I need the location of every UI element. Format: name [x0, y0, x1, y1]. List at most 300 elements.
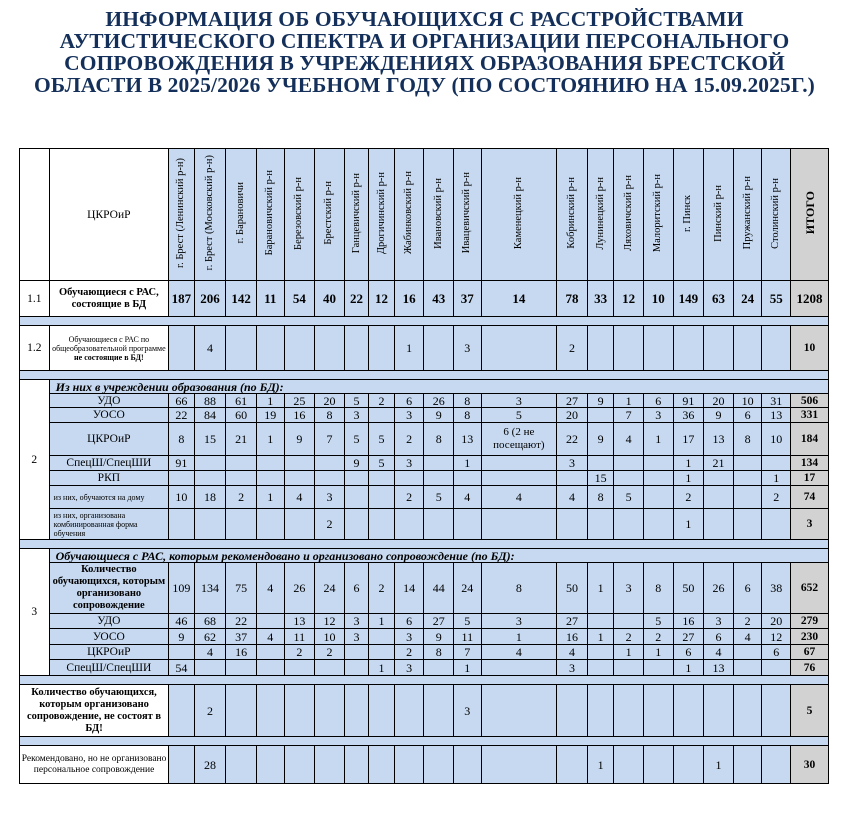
value-cell — [369, 746, 395, 784]
value-cell: 5 — [424, 486, 454, 509]
value-cell — [673, 685, 704, 737]
value-cell: 20 — [704, 394, 734, 408]
total-cell: 76 — [791, 660, 829, 676]
value-cell — [454, 509, 482, 540]
value-cell: 28 — [194, 746, 226, 784]
header-district — [454, 149, 482, 281]
value-cell: 24 — [733, 281, 762, 317]
value-cell — [643, 326, 673, 371]
value-cell: 1 — [673, 660, 704, 676]
value-cell: 3 — [704, 614, 734, 629]
value-cell: 109 — [169, 563, 195, 614]
value-cell: 16 — [394, 281, 424, 317]
value-cell: 3 — [614, 563, 644, 614]
header-district — [673, 149, 704, 281]
value-cell: 26 — [704, 563, 734, 614]
row-index: 2 — [20, 380, 50, 540]
value-cell: 24 — [315, 563, 345, 614]
value-cell: 27 — [673, 629, 704, 645]
value-cell — [169, 509, 195, 540]
value-cell — [733, 326, 762, 371]
row-label: Количество обучающихся, которым организовано сопровождение, не состоят в БД! — [20, 685, 169, 737]
value-cell — [394, 471, 424, 486]
value-cell — [614, 746, 644, 784]
value-cell: 40 — [315, 281, 345, 317]
value-cell: 1 — [481, 629, 557, 645]
value-cell: 8 — [481, 563, 557, 614]
value-cell: 8 — [643, 563, 673, 614]
value-cell: 14 — [394, 563, 424, 614]
value-cell — [704, 326, 734, 371]
value-cell: 3 — [557, 660, 588, 676]
row-label: РКП — [49, 471, 169, 486]
value-cell — [369, 471, 395, 486]
value-cell: 9 — [424, 629, 454, 645]
value-cell — [587, 614, 614, 629]
district-name: Березовский р-н — [293, 176, 305, 250]
value-cell: 1 — [369, 660, 395, 676]
row-label-part: Обучающиеся с РАС по общеобразовательной программе — [52, 334, 166, 353]
row-label: из них, организована комбинированная форма обучения — [49, 509, 169, 540]
value-cell: 3 — [454, 685, 482, 737]
value-cell — [643, 509, 673, 540]
total-cell: 184 — [791, 423, 829, 456]
value-cell: 3 — [315, 486, 345, 509]
header-district — [284, 149, 315, 281]
value-cell: 13 — [454, 423, 482, 456]
value-cell — [704, 685, 734, 737]
value-cell — [733, 456, 762, 471]
section-heading: Из них в учреждении образования (по БД): — [49, 380, 828, 394]
value-cell — [256, 326, 284, 371]
total-cell: 230 — [791, 629, 829, 645]
value-cell: 2 — [369, 563, 395, 614]
value-cell: 26 — [424, 394, 454, 408]
value-cell — [169, 645, 195, 660]
value-cell: 7 — [614, 408, 644, 423]
value-cell: 3 — [394, 629, 424, 645]
value-cell — [344, 509, 369, 540]
value-cell: 3 — [394, 660, 424, 676]
value-cell — [369, 509, 395, 540]
header-district — [194, 149, 226, 281]
value-cell: 8 — [424, 645, 454, 660]
row-label: СпецШ/СпецШИ — [49, 660, 169, 676]
value-cell — [424, 746, 454, 784]
value-cell — [315, 660, 345, 676]
value-cell: 60 — [226, 408, 257, 423]
district-name: Дрогичинский р-н — [375, 171, 387, 255]
header-district — [704, 149, 734, 281]
value-cell: 9 — [424, 408, 454, 423]
value-cell: 2 — [194, 685, 226, 737]
value-cell: 10 — [643, 281, 673, 317]
value-cell: 2 — [284, 645, 315, 660]
value-cell: 6 — [704, 629, 734, 645]
value-cell: 1 — [643, 645, 673, 660]
value-cell — [733, 509, 762, 540]
value-cell: 7 — [454, 645, 482, 660]
row-label: Обучающиеся с РАС, состоящие в БД — [49, 281, 169, 317]
header-district — [481, 149, 557, 281]
total-cell: 331 — [791, 408, 829, 423]
value-cell: 4 — [704, 645, 734, 660]
value-cell — [587, 645, 614, 660]
value-cell — [369, 326, 395, 371]
value-cell: 26 — [284, 563, 315, 614]
value-cell: 6 — [762, 645, 791, 660]
value-cell: 1 — [454, 456, 482, 471]
value-cell: 4 — [481, 645, 557, 660]
value-cell: 91 — [169, 456, 195, 471]
value-cell — [284, 660, 315, 676]
value-cell: 4 — [733, 629, 762, 645]
value-cell: 2 — [733, 614, 762, 629]
value-cell: 9 — [169, 629, 195, 645]
total-cell: 10 — [791, 326, 829, 371]
district-name: Ганцевичский р-н — [350, 172, 362, 254]
value-cell — [315, 746, 345, 784]
value-cell — [587, 326, 614, 371]
value-cell — [194, 456, 226, 471]
value-cell: 142 — [226, 281, 257, 317]
value-cell: 10 — [733, 394, 762, 408]
value-cell: 12 — [762, 629, 791, 645]
value-cell: 1 — [256, 394, 284, 408]
value-cell: 38 — [762, 563, 791, 614]
value-cell — [424, 326, 454, 371]
value-cell — [704, 509, 734, 540]
value-cell: 4 — [557, 486, 588, 509]
separator-row — [20, 371, 829, 380]
value-cell — [256, 509, 284, 540]
value-cell: 1 — [704, 746, 734, 784]
value-cell: 2 — [614, 629, 644, 645]
total-cell: 1208 — [791, 281, 829, 317]
total-cell: 74 — [791, 486, 829, 509]
header-district — [315, 149, 345, 281]
value-cell: 1 — [643, 423, 673, 456]
value-cell: 6 — [344, 563, 369, 614]
value-cell — [733, 486, 762, 509]
total-cell: 3 — [791, 509, 829, 540]
value-cell: 27 — [424, 614, 454, 629]
value-cell: 3 — [481, 614, 557, 629]
district-name: г. Барановичи — [235, 182, 247, 244]
value-cell — [256, 660, 284, 676]
value-cell — [643, 746, 673, 784]
value-cell — [733, 746, 762, 784]
value-cell: 149 — [673, 281, 704, 317]
value-cell: 22 — [557, 423, 588, 456]
value-cell: 1 — [256, 486, 284, 509]
total-cell: 134 — [791, 456, 829, 471]
value-cell: 10 — [169, 486, 195, 509]
value-cell — [614, 326, 644, 371]
value-cell: 36 — [673, 408, 704, 423]
value-cell — [169, 326, 195, 371]
value-cell: 6 — [733, 408, 762, 423]
district-name: Пинский р-н — [712, 184, 724, 242]
value-cell: 9 — [284, 423, 315, 456]
value-cell — [762, 685, 791, 737]
value-cell — [762, 746, 791, 784]
value-cell: 15 — [194, 423, 226, 456]
value-cell — [424, 660, 454, 676]
value-cell: 61 — [226, 394, 257, 408]
value-cell: 13 — [704, 660, 734, 676]
value-cell: 187 — [169, 281, 195, 317]
value-cell: 21 — [226, 423, 257, 456]
value-cell — [194, 509, 226, 540]
total-cell: 17 — [791, 471, 829, 486]
row-label: ЦКРОиР — [49, 423, 169, 456]
value-cell: 6 — [733, 563, 762, 614]
value-cell: 2 — [226, 486, 257, 509]
value-cell: 3 — [344, 614, 369, 629]
value-cell — [344, 326, 369, 371]
value-cell: 31 — [762, 394, 791, 408]
value-cell: 24 — [454, 563, 482, 614]
value-cell: 2 — [394, 645, 424, 660]
value-cell: 44 — [424, 563, 454, 614]
value-cell: 4 — [256, 629, 284, 645]
district-name: Малоритский р-н — [652, 173, 664, 253]
value-cell: 4 — [194, 326, 226, 371]
value-cell: 8 — [733, 423, 762, 456]
value-cell: 13 — [284, 614, 315, 629]
header-district — [226, 149, 257, 281]
value-cell: 12 — [369, 281, 395, 317]
value-cell — [284, 471, 315, 486]
value-cell: 1 — [394, 326, 424, 371]
total-cell: 30 — [791, 746, 829, 784]
value-cell — [454, 746, 482, 784]
value-cell: 4 — [481, 486, 557, 509]
value-cell — [762, 509, 791, 540]
value-cell — [226, 509, 257, 540]
value-cell: 8 — [424, 423, 454, 456]
value-cell: 2 — [762, 486, 791, 509]
value-cell — [369, 486, 395, 509]
value-cell — [284, 456, 315, 471]
value-cell — [194, 660, 226, 676]
value-cell: 13 — [704, 423, 734, 456]
district-name: Ивановский р-н — [432, 177, 444, 249]
value-cell — [284, 685, 315, 737]
value-cell: 9 — [587, 423, 614, 456]
value-cell: 1 — [614, 645, 644, 660]
value-cell — [704, 486, 734, 509]
value-cell — [315, 471, 345, 486]
district-name: Кобринский р-н — [565, 177, 577, 249]
header-district — [344, 149, 369, 281]
value-cell: 22 — [344, 281, 369, 317]
value-cell: 8 — [169, 423, 195, 456]
value-cell: 37 — [226, 629, 257, 645]
value-cell: 12 — [614, 281, 644, 317]
value-cell — [454, 471, 482, 486]
value-cell — [369, 645, 395, 660]
row-index: 1.2 — [20, 326, 50, 371]
value-cell: 1 — [673, 456, 704, 471]
value-cell: 19 — [256, 408, 284, 423]
value-cell — [733, 685, 762, 737]
district-name: Жабинковский р-н — [403, 171, 415, 255]
value-cell — [256, 614, 284, 629]
value-cell: 3 — [344, 408, 369, 423]
value-cell: 20 — [315, 394, 345, 408]
value-cell: 8 — [315, 408, 345, 423]
value-cell: 12 — [315, 614, 345, 629]
value-cell: 55 — [762, 281, 791, 317]
value-cell — [481, 456, 557, 471]
value-cell: 1 — [587, 563, 614, 614]
value-cell: 22 — [169, 408, 195, 423]
value-cell — [557, 685, 588, 737]
value-cell — [481, 471, 557, 486]
value-cell — [169, 746, 195, 784]
row-label: ЦКРОиР — [49, 645, 169, 660]
value-cell: 8 — [454, 394, 482, 408]
row-label — [49, 326, 169, 371]
value-cell: 46 — [169, 614, 195, 629]
value-cell: 3 — [643, 408, 673, 423]
value-cell: 5 — [643, 614, 673, 629]
value-cell — [614, 509, 644, 540]
district-name: Столинский р-н — [770, 177, 782, 249]
value-cell: 2 — [673, 486, 704, 509]
value-cell — [733, 660, 762, 676]
value-cell — [256, 645, 284, 660]
district-name: Каменецкий р-н — [512, 176, 524, 250]
separator-row — [20, 317, 829, 326]
value-cell — [643, 471, 673, 486]
value-cell — [315, 326, 345, 371]
separator-row — [20, 737, 829, 746]
value-cell — [557, 509, 588, 540]
value-cell — [762, 456, 791, 471]
value-cell — [344, 660, 369, 676]
value-cell — [673, 326, 704, 371]
value-cell — [614, 471, 644, 486]
value-cell: 2 — [557, 326, 588, 371]
value-cell: 4 — [284, 486, 315, 509]
header-org: ЦКРОиР — [49, 149, 169, 281]
value-cell: 37 — [454, 281, 482, 317]
value-cell — [481, 509, 557, 540]
header-district — [614, 149, 644, 281]
value-cell: 3 — [394, 456, 424, 471]
value-cell: 14 — [481, 281, 557, 317]
value-cell — [587, 660, 614, 676]
row-label: Рекомендовано, но не организовано персональное сопровождение — [20, 746, 169, 784]
row-label: УДО — [49, 614, 169, 629]
header-district — [587, 149, 614, 281]
district-name: Пружанский р-н — [741, 176, 753, 250]
value-cell: 91 — [673, 394, 704, 408]
header-district — [256, 149, 284, 281]
value-cell — [315, 456, 345, 471]
value-cell: 9 — [704, 408, 734, 423]
value-cell — [643, 456, 673, 471]
value-cell: 4 — [256, 563, 284, 614]
value-cell: 10 — [762, 423, 791, 456]
value-cell — [762, 660, 791, 676]
header-district — [369, 149, 395, 281]
value-cell — [226, 685, 257, 737]
total-label: ИТОГО — [802, 191, 817, 235]
value-cell: 16 — [226, 645, 257, 660]
value-cell: 5 — [614, 486, 644, 509]
total-cell: 5 — [791, 685, 829, 737]
value-cell — [344, 486, 369, 509]
value-cell — [643, 660, 673, 676]
total-cell: 652 — [791, 563, 829, 614]
value-cell — [369, 629, 395, 645]
value-cell: 78 — [557, 281, 588, 317]
value-cell: 2 — [643, 629, 673, 645]
value-cell — [226, 746, 257, 784]
value-cell: 1 — [673, 509, 704, 540]
value-cell: 43 — [424, 281, 454, 317]
value-cell: 16 — [557, 629, 588, 645]
value-cell: 2 — [394, 423, 424, 456]
value-cell — [614, 456, 644, 471]
value-cell: 5 — [454, 614, 482, 629]
value-cell — [226, 326, 257, 371]
value-cell — [226, 660, 257, 676]
value-cell — [369, 408, 395, 423]
value-cell: 33 — [587, 281, 614, 317]
value-cell — [344, 645, 369, 660]
value-cell — [284, 326, 315, 371]
value-cell — [673, 746, 704, 784]
value-cell — [424, 685, 454, 737]
value-cell: 68 — [194, 614, 226, 629]
value-cell: 75 — [226, 563, 257, 614]
value-cell: 6 — [643, 394, 673, 408]
value-cell — [733, 471, 762, 486]
value-cell — [369, 685, 395, 737]
section-heading: Обучающиеся с РАС, которым рекомендовано и организовано сопровождение (по БД): — [49, 549, 828, 563]
value-cell: 206 — [194, 281, 226, 317]
header-district — [394, 149, 424, 281]
value-cell — [394, 509, 424, 540]
value-cell: 21 — [704, 456, 734, 471]
value-cell: 2 — [315, 645, 345, 660]
value-cell — [169, 471, 195, 486]
value-cell: 1 — [673, 471, 704, 486]
value-cell: 6 — [394, 614, 424, 629]
value-cell — [614, 660, 644, 676]
value-cell: 20 — [762, 614, 791, 629]
value-cell — [614, 685, 644, 737]
value-cell — [587, 685, 614, 737]
value-cell: 1 — [454, 660, 482, 676]
value-cell: 2 — [315, 509, 345, 540]
value-cell — [481, 685, 557, 737]
district-name: г. Брест (Московский р-н) — [203, 155, 215, 271]
value-cell — [587, 509, 614, 540]
value-cell: 5 — [344, 423, 369, 456]
value-cell — [614, 614, 644, 629]
value-cell: 4 — [454, 486, 482, 509]
value-cell: 54 — [284, 281, 315, 317]
value-cell — [344, 685, 369, 737]
value-cell: 9 — [344, 456, 369, 471]
value-cell: 6 — [673, 645, 704, 660]
